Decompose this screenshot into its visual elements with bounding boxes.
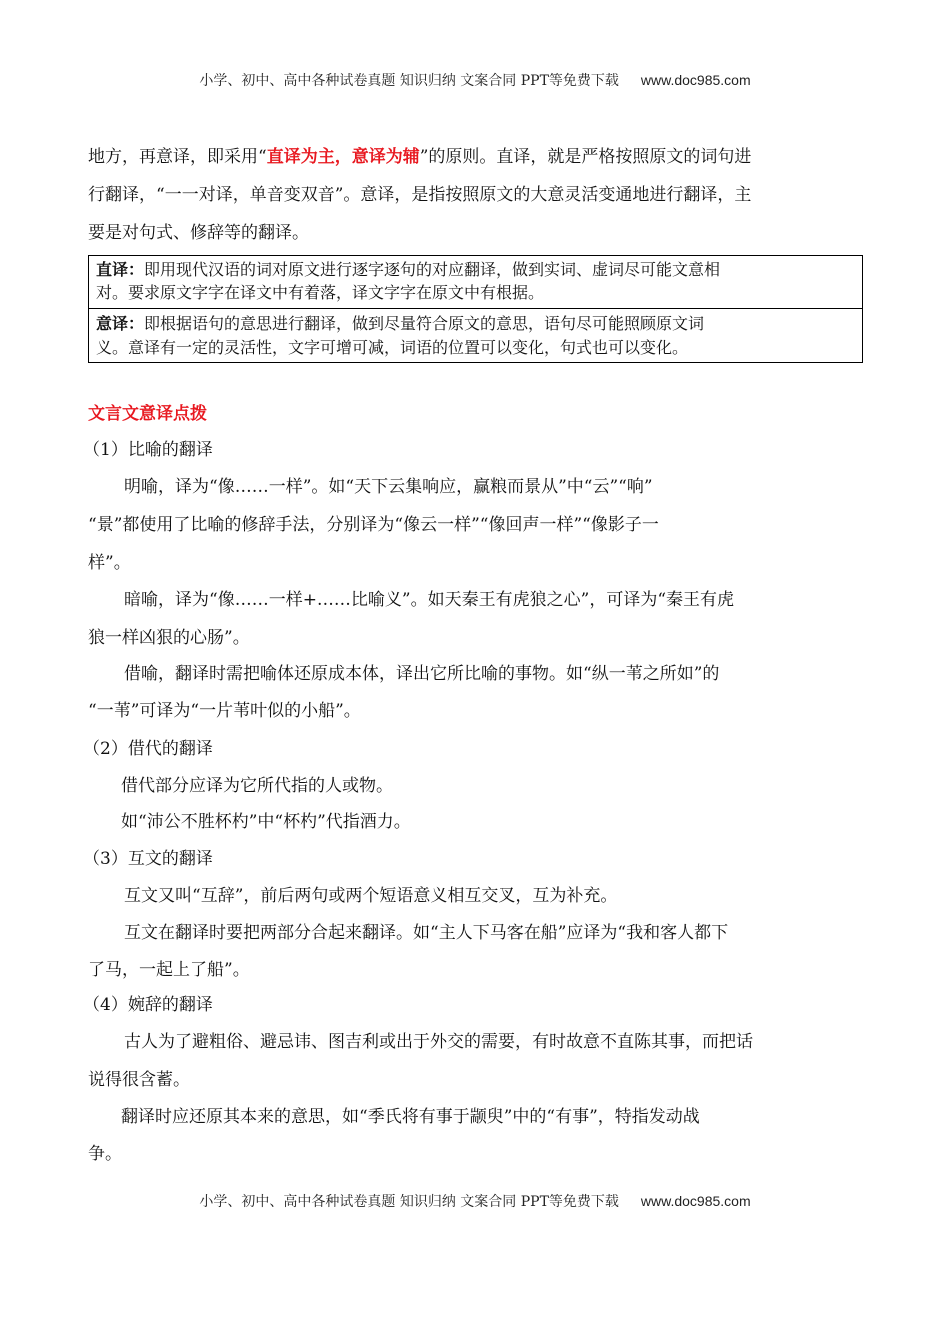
intro-line-3: 要是对句式、修辞等的翻译。 xyxy=(88,223,309,243)
definition-free xyxy=(89,308,862,362)
body-line: 借代部分应译为它所代指的人或物。 xyxy=(121,776,393,796)
intro-line-1-pre: 地方，再意译，即采用“ xyxy=(88,147,267,167)
body-line: 争。 xyxy=(88,1144,122,1164)
intro-line-1 xyxy=(88,145,751,169)
subheading-intertext: （3）互文的翻译 xyxy=(83,849,213,869)
body-line: 借喻，翻译时需把喻体还原成本体，译出它所比喻的事物。如“纵一苇之所如”的 xyxy=(124,664,720,684)
body-line: 暗喻，译为“像……一样+……比喻义”。如天秦王有虎狼之心”，可译为“秦王有虎 xyxy=(124,590,735,610)
definition-literal-label: 直译： xyxy=(96,260,145,279)
subheading-metaphor: （1）比喻的翻译 xyxy=(83,440,213,460)
body-line: 如“沛公不胜杯杓”中“杯杓”代指酒力。 xyxy=(121,812,411,832)
section-title: 文言文意译点拨 xyxy=(88,404,207,424)
body-line: 互文又叫“互辞”，前后两句或两个短语意义相互交叉，互为补充。 xyxy=(124,886,618,906)
body-line: 了马，一起上了船”。 xyxy=(88,960,250,980)
subheading-metonymy: （2）借代的翻译 xyxy=(83,739,213,759)
definition-free-label: 意译： xyxy=(96,314,145,333)
footer-text: 小学、初中、高中各种试卷真题 知识归纳 文案合同 PPT等免费下载 xyxy=(199,1194,619,1210)
body-line: 样”。 xyxy=(88,553,131,573)
definition-literal-line-2: 对。要求原文字字在译文中有着落，译文字字在原文中有根据。 xyxy=(96,283,545,302)
body-line: 说得很含蓄。 xyxy=(88,1070,190,1090)
subheading-euphemism: （4）婉辞的翻译 xyxy=(83,995,213,1015)
body-line: “景”都使用了比喻的修辞手法，分别译为“像云一样”“像回声一样”“像影子一 xyxy=(88,515,659,535)
body-line: 翻译时应还原其本来的意思，如“季氏将有事于颛臾”中的“有事”，特指发动战 xyxy=(121,1107,700,1127)
definition-literal-text-1: 即用现代汉语的词对原文进行逐字逐句的对应翻译，做到实词、虚词尽可能文意相 xyxy=(144,260,721,279)
intro-highlight: 直译为主，意译为辅 xyxy=(266,147,420,167)
body-line: 狼一样凶狠的心肠”。 xyxy=(88,628,250,648)
definition-literal-line-1 xyxy=(96,258,720,282)
header-site-link[interactable]: www.doc985.com xyxy=(640,72,751,88)
definition-table xyxy=(88,255,863,363)
body-line: 明喻，译为“像……一样”。如“天下云集响应，赢粮而景从”中“云”“响” xyxy=(124,477,653,497)
intro-line-2: 行翻译，“一一对译，单音变双音”。意译，是指按照原文的大意灵活变通地进行翻译，主 xyxy=(88,185,752,205)
definition-literal xyxy=(89,256,862,308)
definition-free-line-2: 义。意译有一定的灵活性，文字可增可减，词语的位置可以变化，句式也可以变化。 xyxy=(96,338,689,357)
intro-line-1-post: ”的原则。直译，就是严格按照原文的词句进 xyxy=(419,147,752,167)
header-text: 小学、初中、高中各种试卷真题 知识归纳 文案合同 PPT等免费下载 xyxy=(199,73,619,89)
body-line: 古人为了避粗俗、避忌讳、图吉利或出于外交的需要，有时故意不直陈其事，而把话 xyxy=(124,1032,753,1052)
footer-site-link[interactable]: www.doc985.com xyxy=(640,1193,751,1209)
definition-free-line-1 xyxy=(96,312,704,336)
definition-free-text-1: 即根据语句的意思进行翻译，做到尽量符合原文的意思，语句尽可能照顾原文词 xyxy=(144,314,705,333)
body-line: 互文在翻译时要把两部分合起来翻译。如“主人下马客在船”应译为“我和客人都下 xyxy=(124,923,729,943)
page-footer xyxy=(0,1191,950,1212)
page-header xyxy=(0,70,950,91)
body-line: “一苇”可译为“一片苇叶似的小船”。 xyxy=(88,701,361,721)
